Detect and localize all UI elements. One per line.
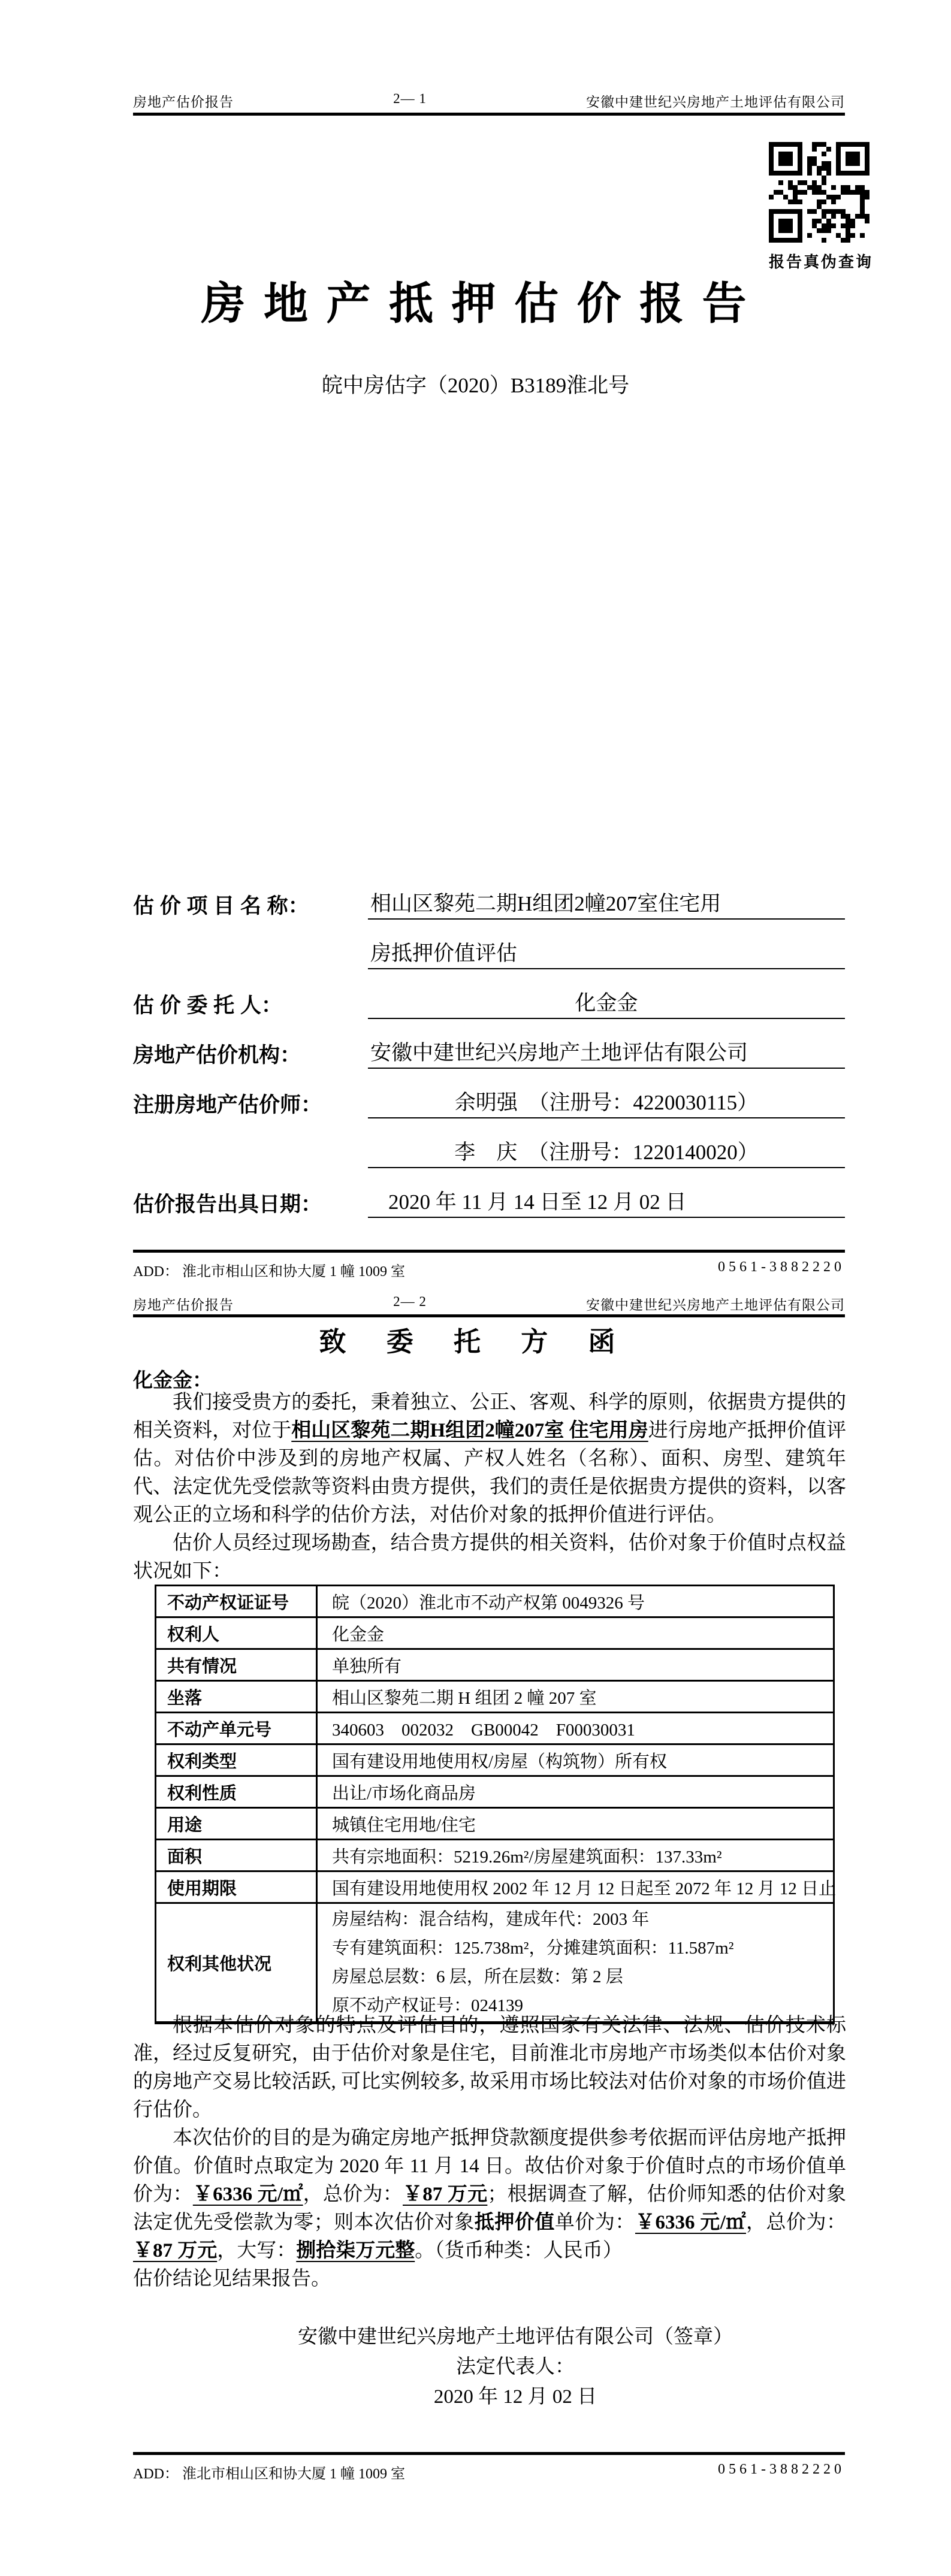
field-value: 相山区黎苑二期H组团2幢207室住宅用 (368, 887, 845, 920)
letter-paragraph-4 (133, 2124, 846, 2265)
page2-running-header (133, 1294, 845, 1314)
mortgage-total-price: ￥87 万元 (133, 2240, 218, 2261)
row-value: 化金金 (332, 1625, 385, 1644)
signature-company: 安徽中建世纪兴房地产土地评估有限公司（签章） (298, 2326, 733, 2348)
field-value: 李 庆 （注册号：1220140020） (368, 1136, 845, 1168)
header-company: 安徽中建世纪兴房地产土地评估有限公司 (586, 1298, 845, 1313)
page2-footer-rule (133, 2452, 845, 2455)
qr-caption: 报告真伪查询 (769, 253, 874, 271)
table-row (156, 1839, 833, 1870)
letter-salutation: 化金金： (133, 1369, 212, 1391)
field-value: 余明强 （注册号：4220030115） (368, 1086, 845, 1118)
header-company: 安徽中建世纪兴房地产土地评估有限公司 (586, 95, 845, 110)
row-label: 权利类型 (156, 1745, 318, 1775)
row-value: 出让/市场化商品房 (332, 1783, 476, 1803)
table-row (156, 1680, 833, 1712)
letter-paragraph-2: 估价人员经过现场勘查，结合贵方提供的相关资料，估价对象于价值时点权益状况如下： (133, 1532, 846, 1582)
letter-paragraph-1 (133, 1389, 846, 1529)
row-value: 340603 002032 GB00042 F00030031 (332, 1720, 635, 1740)
field-project-name (133, 870, 845, 920)
report-title: 房 地 产 抵 押 估 价 报 告 (201, 280, 750, 329)
footer-address: ADD： 淮北市相山区和协大厦 1 幢 1009 室 (133, 2466, 405, 2482)
table-row (156, 1616, 833, 1648)
paragraph-text: 进行房地产抵押价值评估。对估价中涉及到的房地产权属、产权人姓名（名称）、面积、房型、建筑年代、法定优先受偿款等资料由贵方提供，我们的责任是依据贵方提供的资料，以客观公正的立场和科学的估价方法，对估价对象的抵押价值进行评估。 (133, 1420, 846, 1526)
field-value: 2020 年 11 月 14 日至 12 月 02 日 (368, 1186, 845, 1218)
table-row (156, 1648, 833, 1680)
rights-status-table (155, 1585, 835, 2024)
row-value: 单独所有 (332, 1656, 402, 1676)
row-value: 国有建设用地使用权/房屋（构筑物）所有权 (332, 1752, 668, 1771)
field-project-name-line2 (133, 920, 845, 969)
field-label: 估价报告出具日期： (133, 1193, 322, 1216)
field-value: 化金金 (368, 987, 845, 1019)
amount-in-words: 捌拾柒万元整 (296, 2240, 415, 2261)
paragraph-text: 单价为： (554, 2212, 635, 2233)
qr-code-icon (769, 142, 870, 243)
paragraph-text: 本次估价的目的是为确定房地产抵押贷款额度提供参考依据而评估房地产抵押价值。价值时点取定为 2020 年 11 月 14 日。故估价对象于价值时点的市场价值单价为： (133, 2127, 846, 2205)
mortgage-value-term: 抵押价值 (474, 2212, 555, 2233)
field-label: 注册房地产估价师： (133, 1093, 322, 1117)
row-label: 不动产权证证号 (156, 1586, 318, 1616)
letter-paragraph-3: 根据本估价对象的特点及评估目的，遵照国家有关法律、法规、估价技术标准，经过反复研究，由于估价对象是住宅，目前淮北市房地产市场类似本估价对象的房地产交易比较活跃, 可比实例较多, 故采用市场比较法对估价对象的市场价值进行估价。 (133, 2015, 846, 2121)
header-doc-type: 房地产估价报告 (133, 1298, 234, 1313)
page1-footer (133, 1259, 845, 1280)
row-value: 国有建设用地使用权 2002 年 12 月 12 日起至 2072 年 12 月 12 日止 (332, 1879, 837, 1898)
row-label: 共有情况 (156, 1650, 318, 1680)
table-row (156, 1586, 833, 1616)
row-label: 面积 (156, 1840, 318, 1870)
paragraph-text: 我们接受贵方的委托，秉着独立、公正、客观、科学的原则，依据贵方提供的相关资料，对位于 (133, 1392, 846, 1441)
row-value: 共有宗地面积：5219.26m²/房屋建筑面积：137.33m² (332, 1847, 722, 1867)
row-value: 相山区黎苑二期 H 组团 2 幢 207 室 (332, 1688, 597, 1708)
table-row (156, 1870, 837, 1902)
row-value: 皖（2020）淮北市不动产权第 0049326 号 (332, 1593, 645, 1613)
paragraph-text: 。（货币种类：人民币） (415, 2240, 623, 2261)
table-row-other-rights (156, 1902, 833, 2021)
field-report-date (133, 1168, 845, 1218)
page1-running-header (133, 91, 845, 111)
row-value-line: 原不动产权证号：024139 (332, 1996, 524, 2015)
row-label: 使用期限 (156, 1872, 318, 1902)
row-label: 权利其他状况 (156, 1904, 318, 2021)
letter-title: 致 委 托 方 函 (319, 1327, 632, 1357)
paragraph-text: ，总价为： (303, 2184, 403, 2205)
letter-body-top (133, 1389, 846, 1582)
letter-paragraph-5: 估价结论见结果报告。 (133, 2268, 331, 2290)
footer-phone: 0561-3882220 (718, 1259, 845, 1275)
field-appraiser-2 (133, 1118, 845, 1168)
footer-address: ADD： 淮北市相山区和协大厦 1 幢 1009 室 (133, 1264, 405, 1280)
row-value-line: 房屋结构：混合结构，建成年代：2003 年 (332, 1910, 650, 1929)
row-label: 用途 (156, 1809, 318, 1839)
signature-block (282, 2322, 749, 2412)
market-total-price: ￥87 万元 (403, 2184, 488, 2205)
row-value-line: 专有建筑面积：125.738m²，分摊建筑面积：11.587m² (332, 1939, 734, 1958)
header-page-number: 2— 1 (393, 91, 427, 106)
table-row (156, 1743, 833, 1775)
field-client (133, 969, 845, 1019)
cover-fields (133, 870, 845, 1218)
header-page-number: 2— 2 (393, 1294, 427, 1309)
row-label: 权利人 (156, 1618, 318, 1648)
qr-verification-block (769, 142, 874, 272)
page2-header-rule (133, 1314, 845, 1317)
report-doc-number: 皖中房估字（2020）B3189淮北号 (321, 374, 630, 397)
field-label: 估 价 委 托 人： (133, 994, 282, 1017)
row-value: 城镇住宅用地/住宅 (332, 1815, 476, 1835)
paragraph-text: ；根据调查了解，估价师知悉的估价对象法定优先受偿款为零；则本次估价对象 (133, 2184, 847, 2233)
field-agency (133, 1019, 845, 1069)
table-row (156, 1775, 833, 1807)
letter-body-bottom (133, 2012, 846, 2293)
row-value (318, 1904, 833, 2021)
mortgage-unit-price: ￥6336 元/㎡ (635, 2212, 746, 2233)
subject-property-text: 相山区黎苑二期H组团2幢207室 住宅用房 (291, 1420, 648, 1441)
field-label: 房地产估价机构： (133, 1044, 301, 1067)
market-unit-price: ￥6336 元/㎡ (192, 2184, 303, 2205)
header-rule (133, 113, 845, 116)
page2-footer (133, 2462, 845, 2483)
signature-legal-rep: 法定代表人： (456, 2356, 575, 2378)
footer-phone: 0561-3882220 (718, 2462, 845, 2477)
signature-date: 2020 年 12 月 02 日 (433, 2386, 597, 2408)
field-value: 安徽中建世纪兴房地产土地评估有限公司 (368, 1036, 845, 1069)
table-row (156, 1807, 833, 1839)
field-label: 估 价 项 目 名 称： (133, 894, 309, 918)
row-label: 坐落 (156, 1682, 318, 1712)
field-appraiser-1 (133, 1069, 845, 1118)
row-value-line: 房屋总层数：6 层，所在层数：第 2 层 (332, 1967, 623, 1987)
row-label: 权利性质 (156, 1777, 318, 1807)
header-doc-type: 房地产估价报告 (133, 95, 234, 110)
field-value: 房抵押价值评估 (368, 937, 845, 969)
table-row (156, 1712, 833, 1743)
paragraph-text: ，大写： (217, 2240, 297, 2261)
row-label: 不动产单元号 (156, 1713, 318, 1743)
paragraph-text: ，总价为： (745, 2212, 847, 2233)
page1-footer-rule (133, 1250, 845, 1253)
